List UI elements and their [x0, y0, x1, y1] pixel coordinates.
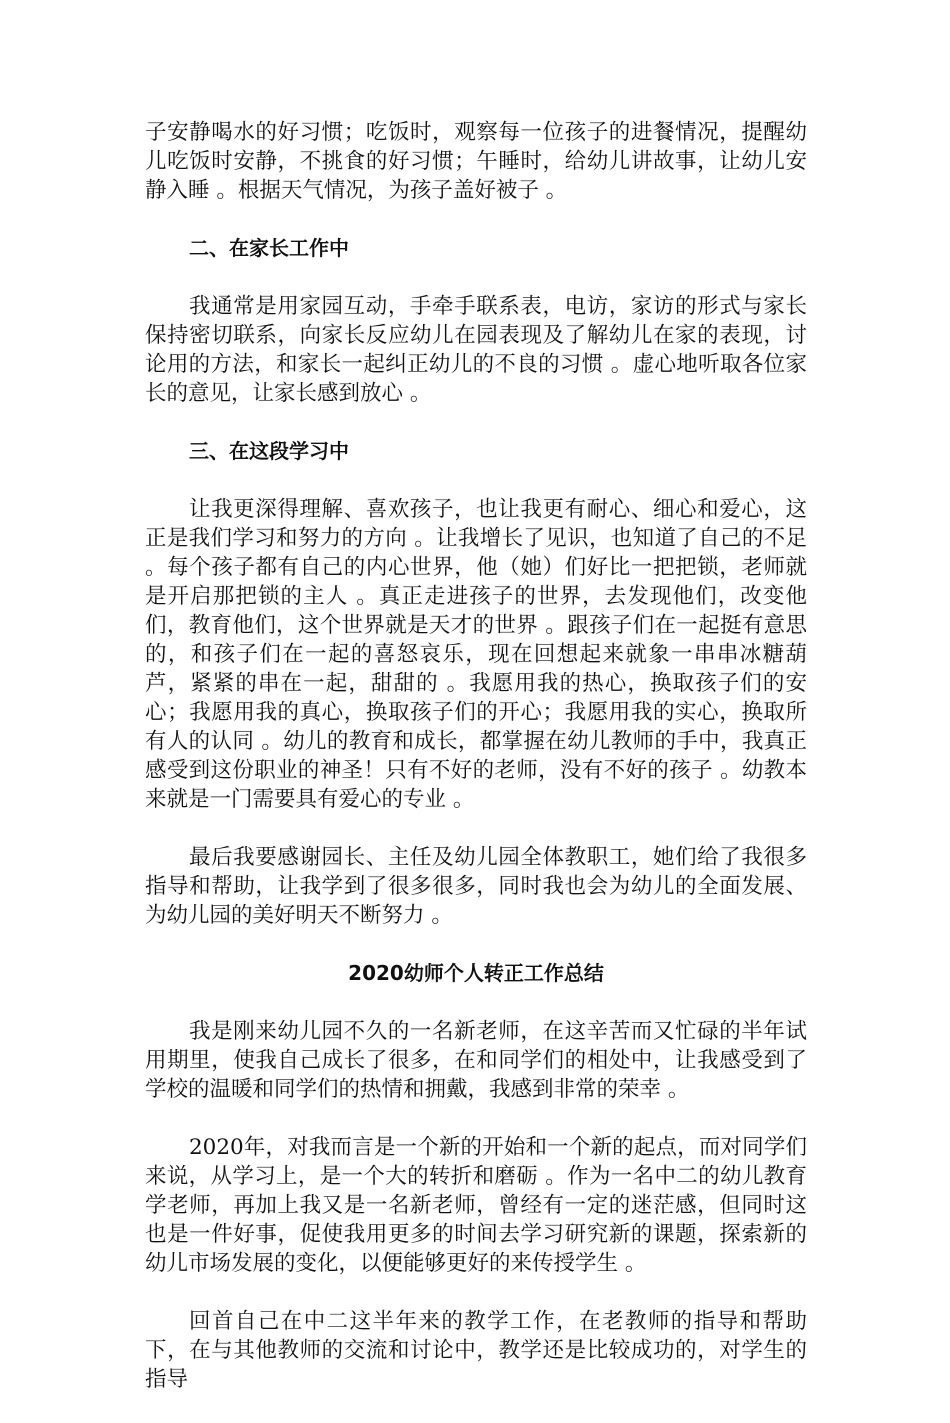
section-heading-study: 三、在这段学习中 — [189, 439, 349, 463]
article-paragraph-2: 2020年，对我而言是一个新的开始和一个新的起点，而对同学们来说，从学习上，是一个大的转折和磨砺 。作为一名中二的幼儿教育学老师，再加上我又是一名新老师，曾经有一定的迷茫感，但同时这也是一件好事，促使我用更多的时间去学习研究新的课题，探索新的幼儿市场发展的变化，以便能够更好的来传授学生 。 — [145, 1135, 807, 1276]
study-paragraph: 让我更深得理解、喜欢孩子，也让我更有耐心、细心和爱心，这正是我们学习和努力的方向 。让我增长了见识，也知道了自己的不足 。每个孩子都有自己的内心世界，他（她）们好比一把把锁，老师就是开启那把锁的主人 。真正走进孩子的世界，去发现他们，改变他们，教育他们，这个世界就是天才的世界 。跟孩子们在一起挺有意思的，和孩子们在一起的喜怒哀乐，现在回想起来就象一串串冰糖葫芦，紧紧的串在一起，甜甜的 。我愿用我的热心，换取孩子们的安心；我愿用我的真心，换取孩子们的开心；我愿用我的实心，换取所有人的认同 。幼儿的教育和成长，都掌握在幼儿教师的手中，我真正感受到这份职业的神圣！只有不好的老师，没有不好的孩子 。幼教本来就是一门需要具有爱心的专业 。 — [145, 497, 807, 812]
intro-paragraph: 子安静喝水的好习惯；吃饭时，观察每一位孩子的进餐情况，提醒幼儿吃饭时安静，不挑食的好习惯；午睡时，给幼儿讲故事，让幼儿安静入睡 。根据天气情况，为孩子盖好被子 。 — [145, 120, 807, 203]
section-heading-parents: 二、在家长工作中 — [189, 236, 349, 260]
article-paragraph-3: 回首自己在中二这半年来的教学工作，在老教师的指导和帮助下，在与其他教师的交流和讨论中，教学还是比较成功的，对学生的指导 — [145, 1309, 807, 1392]
article-paragraph-1: 我是刚来幼儿园不久的一名新老师，在这辛苦而又忙碌的半年试用期里，使我自己成长了很多，在和同学们的相处中，让我感受到了学校的温暖和同学们的热情和拥戴，我感到非常的荣幸 。 — [145, 1019, 807, 1102]
closing-paragraph: 最后我要感谢园长、主任及幼儿园全体教职工，她们给了我很多指导和帮助，让我学到了很多很多，同时我也会为幼儿的全面发展、为幼儿园的美好明天不断努力 。 — [145, 845, 807, 928]
document-body — [145, 118, 807, 1423]
parents-work-paragraph: 我通常是用家园互动，手牵手联系表，电访，家访的形式与家长保持密切联系，向家长反应幼儿在园表现及了解幼儿在家的表现，讨论用的方法，和家长一起纠正幼儿的不良的习惯 。虚心地听取各位家长的意见，让家长感到放心 。 — [145, 294, 807, 406]
article-title: 2020幼师个人转正工作总结 — [348, 961, 604, 985]
